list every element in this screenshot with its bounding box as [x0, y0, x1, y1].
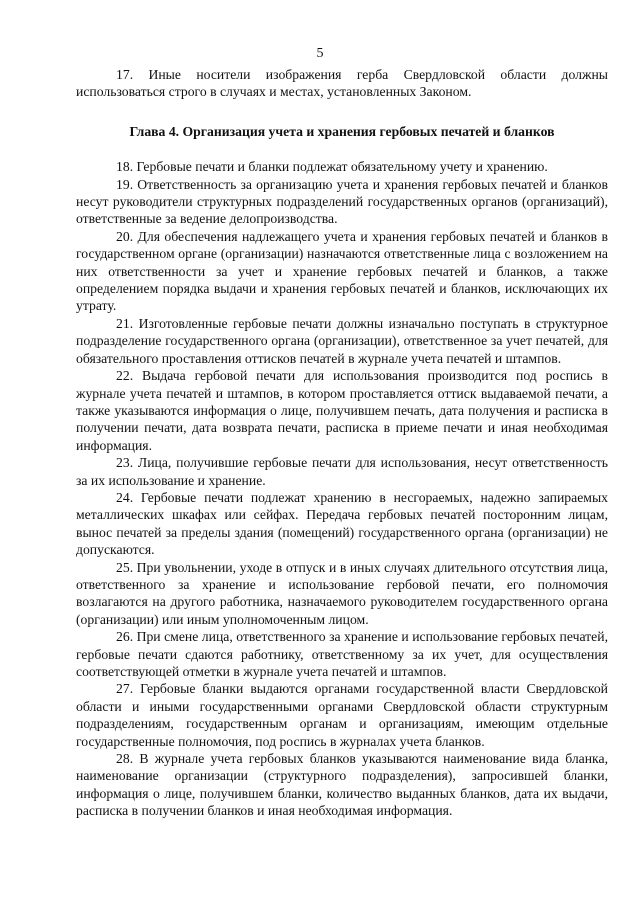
paragraph-22: 22. Выдача гербовой печати для использования производится под роспись в журнале учета печатей и штампов, в котором проставляется оттиск выдаваемой печати, а также указываются информация о лице, получившем печать, дата получения и расписка в получении печати, дата возврата печати, расписка в приеме печати и иная необходимая информация.	[76, 368, 608, 453]
chapter-title: Глава 4. Организация учета и хранения гербовых печатей и бланков	[129, 123, 555, 139]
paragraph-21: 21. Изготовленные гербовые печати должны изначально поступать в структурное подразделение государственного органа (организации), ответственное за учет печатей, для обязательного проставления оттисков печатей в журнале учета печатей и штампов.	[76, 315, 608, 366]
paragraph-20: 20. Для обеспечения надлежащего учета и хранения гербовых печатей и бланков в государственном органе (организации) назначаются ответственные лица с возложением на них ответственности за учет и хранение гербовых печатей и бланков, а также определением порядка выдачи и хранения гербовых печатей и бланков, исключающих их утрату.	[76, 228, 608, 314]
paragraph-26: 26. При смене лица, ответственного за хранение и использование гербовых печатей, гербовые печати сдаются работнику, ответственному за их учет, для осуществления соответствующей отметки в журнале учета печатей и штампов.	[76, 629, 608, 679]
paragraph-list	[76, 158, 608, 819]
page-number: 5	[316, 46, 324, 61]
paragraph-17: 17. Иные носители изображения герба Свердловской области должны использоваться строго в случаях и местах, установленных Законом.	[76, 67, 608, 100]
document-body	[76, 66, 608, 820]
paragraph-18: 18. Гербовые печати и бланки подлежат обязательному учету и хранению.	[116, 159, 548, 175]
paragraph-19: 19. Ответственность за организацию учета и хранения гербовых печатей и бланков несут руководители структурных подразделений государственных органов (организаций), ответственные за ведение делопроизводства.	[76, 176, 608, 227]
paragraph-28: 28. В журнале учета гербовых бланков указываются наименование вида бланка, наименование организации (структурного подразделения), запросившей бланки, информация о лице, получившем бланки, количество выданных бланков, дата их выдачи, расписка в получении бланков и иная необходимая информация.	[76, 751, 608, 819]
paragraph-25: 25. При увольнении, уходе в отпуск и в иных случаях длительного отсутствия лица, ответственного за хранение и использование гербовой печати, его полномочия возлагаются на другого работника, назначаемого руководителем государственного органа (организации) или иным уполномоченным лицом.	[76, 559, 608, 627]
paragraph-23: 23. Лица, получившие гербовые печати для использования, несут ответственность за их использование и хранение.	[76, 455, 608, 488]
paragraph-24: 24. Гербовые печати подлежат хранению в несгораемых, надежно запираемых металлических шкафах или сейфах. Передача гербовых печатей посторонним лицам, вынос печатей за пределы здания (помещений) государственного органа (организации) не допускаются.	[76, 489, 608, 558]
paragraph-27: 27. Гербовые бланки выдаются органами государственной власти Свердловской области и иными государственными органами Свердловской области структурным подразделениям, государственным органам и организациям, имеющим отдельные государственные полномочия, под роспись в журналах учета бланков.	[76, 681, 608, 749]
